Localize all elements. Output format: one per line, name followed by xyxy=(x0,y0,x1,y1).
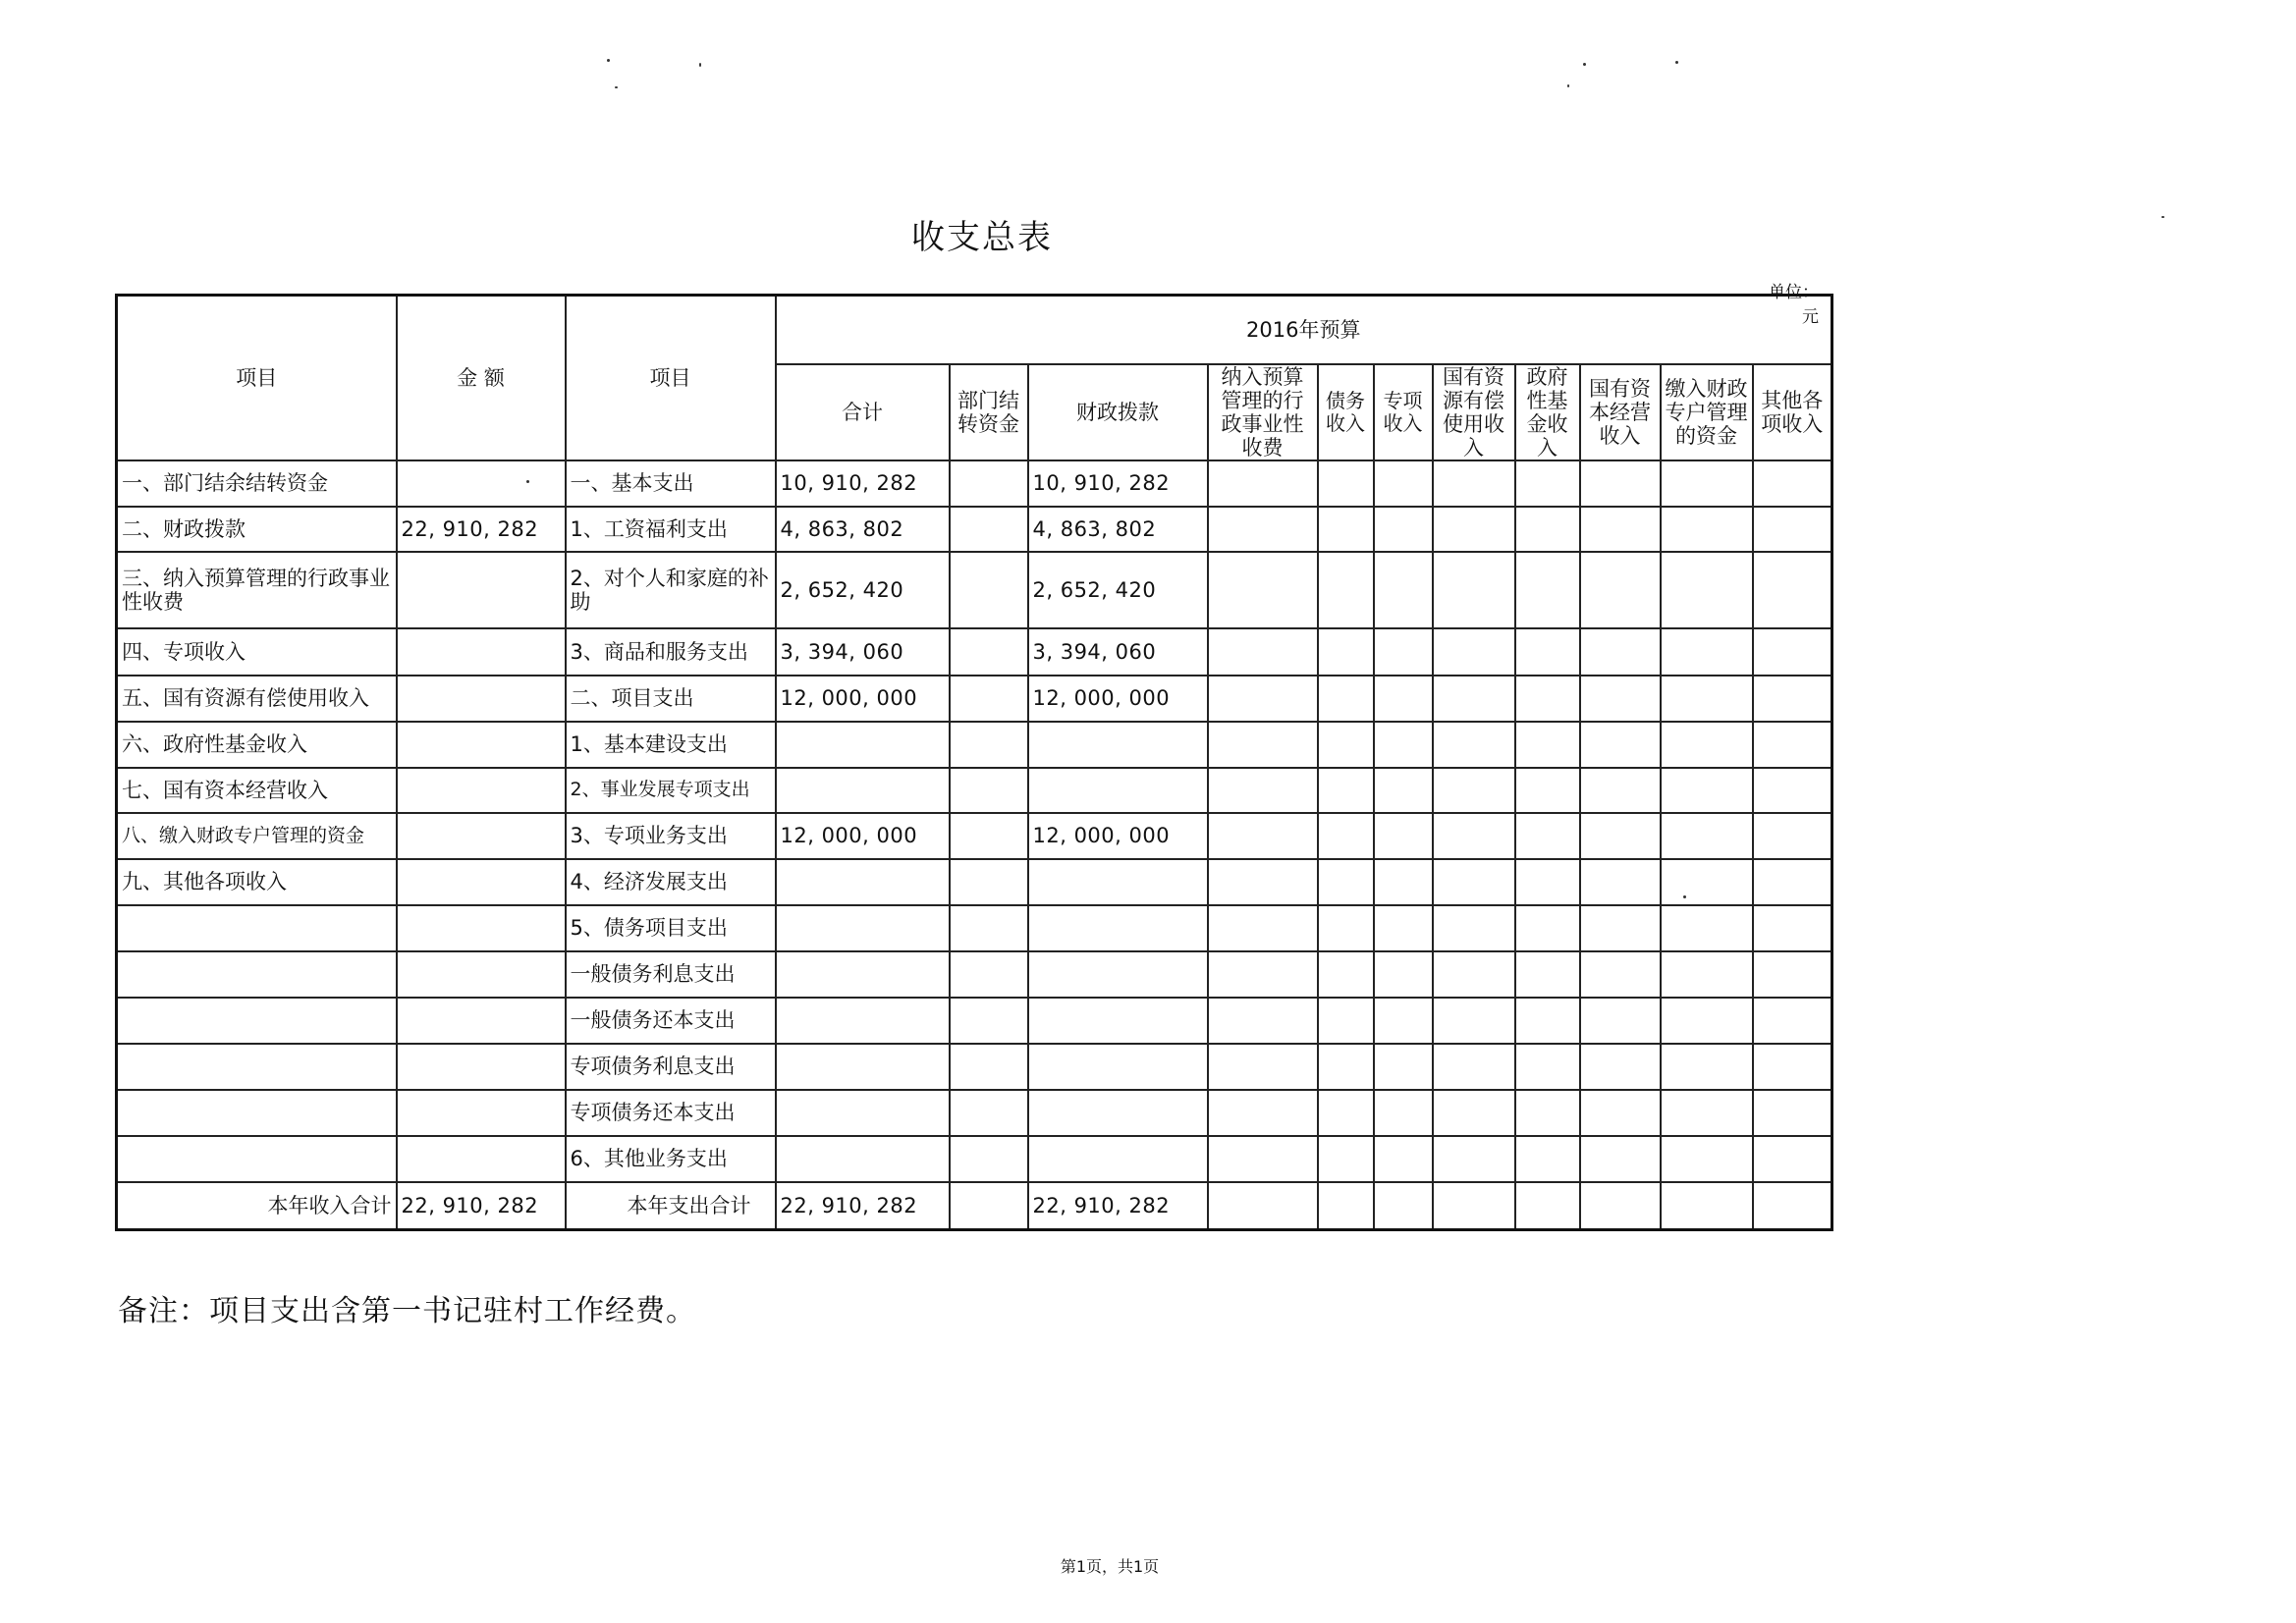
income-amount xyxy=(397,722,566,768)
header-carryover: 部门结转资金 xyxy=(950,364,1028,461)
expense-total: 2, 652, 420 xyxy=(776,552,950,628)
expense-fiscal xyxy=(1028,1090,1208,1136)
expense-fiscal xyxy=(1028,859,1208,905)
expense-item: 2、事业发展专项支出 xyxy=(566,768,776,813)
scan-speck xyxy=(615,86,618,88)
table-row xyxy=(117,813,1832,859)
income-amount xyxy=(397,998,566,1044)
expense-fiscal xyxy=(1028,1136,1208,1182)
income-amount xyxy=(397,628,566,676)
expense-fiscal: 10, 910, 282 xyxy=(1028,460,1208,507)
income-amount xyxy=(397,1136,566,1182)
income-item: 二、财政拨款 xyxy=(117,507,397,552)
expense-item: 4、经济发展支出 xyxy=(566,859,776,905)
header-fiscal-account: 缴入财政专户管理的资金 xyxy=(1661,364,1753,461)
income-item xyxy=(117,951,397,998)
expense-total xyxy=(776,998,950,1044)
expense-total xyxy=(776,722,950,768)
income-item xyxy=(117,1136,397,1182)
expense-item: 5、债务项目支出 xyxy=(566,905,776,951)
expense-item: 2、对个人和家庭的补助 xyxy=(566,552,776,628)
income-item: 八、缴入财政专户管理的资金 xyxy=(117,813,397,859)
scan-speck xyxy=(699,63,701,67)
expense-total xyxy=(776,768,950,813)
scan-speck xyxy=(1583,63,1586,66)
table-row xyxy=(117,768,1832,813)
expense-grand-fiscal: 22, 910, 282 xyxy=(1028,1182,1208,1229)
header-fiscal: 财政拨款 xyxy=(1028,364,1208,461)
expense-item: 1、工资福利支出 xyxy=(566,507,776,552)
expense-fiscal xyxy=(1028,722,1208,768)
header-debt: 债务收入 xyxy=(1318,364,1374,461)
expense-fiscal: 12, 000, 000 xyxy=(1028,676,1208,722)
scan-speck xyxy=(526,480,529,483)
expense-total-label: 本年支出合计 xyxy=(566,1182,776,1229)
table-row xyxy=(117,460,1832,507)
header-budget-group: 2016年预算 xyxy=(776,296,1832,364)
expense-total: 10, 910, 282 xyxy=(776,460,950,507)
income-item: 五、国有资源有偿使用收入 xyxy=(117,676,397,722)
table-row xyxy=(117,1136,1832,1182)
income-amount xyxy=(397,676,566,722)
scan-speck xyxy=(1683,895,1686,898)
income-item xyxy=(117,905,397,951)
expense-total xyxy=(776,1136,950,1182)
header-special: 专项收入 xyxy=(1374,364,1433,461)
income-amount xyxy=(397,951,566,998)
expense-total xyxy=(776,859,950,905)
income-item xyxy=(117,998,397,1044)
income-amount: 22, 910, 282 xyxy=(397,507,566,552)
expense-item: 3、专项业务支出 xyxy=(566,813,776,859)
income-amount xyxy=(397,813,566,859)
income-item xyxy=(117,1044,397,1090)
income-amount xyxy=(397,905,566,951)
income-item: 一、部门结余结转资金 xyxy=(117,460,397,507)
scan-speck xyxy=(1675,61,1678,64)
header-item-left: 项目 xyxy=(117,296,397,461)
header-state-capital: 国有资本经营收入 xyxy=(1580,364,1661,461)
income-amount xyxy=(397,768,566,813)
income-amount xyxy=(397,552,566,628)
expense-item: 3、商品和服务支出 xyxy=(566,628,776,676)
scan-speck xyxy=(1567,84,1569,87)
expense-total: 12, 000, 000 xyxy=(776,676,950,722)
header-gov-fund: 政府性基金收入 xyxy=(1515,364,1580,461)
expense-total xyxy=(776,1090,950,1136)
expense-fiscal xyxy=(1028,998,1208,1044)
header-admin-fee: 纳入预算管理的行政事业性收费 xyxy=(1208,364,1318,461)
expense-fiscal: 2, 652, 420 xyxy=(1028,552,1208,628)
header-total: 合计 xyxy=(776,364,950,461)
expense-total: 3, 394, 060 xyxy=(776,628,950,676)
income-item: 六、政府性基金收入 xyxy=(117,722,397,768)
expense-total xyxy=(776,951,950,998)
table-row xyxy=(117,676,1832,722)
income-item: 三、纳入预算管理的行政事业性收费 xyxy=(117,552,397,628)
income-total-amount: 22, 910, 282 xyxy=(397,1182,566,1229)
expense-total xyxy=(776,905,950,951)
expense-item: 6、其他业务支出 xyxy=(566,1136,776,1182)
expense-item: 一般债务还本支出 xyxy=(566,998,776,1044)
expense-item: 一、基本支出 xyxy=(566,460,776,507)
table-row xyxy=(117,998,1832,1044)
expense-fiscal xyxy=(1028,1044,1208,1090)
unit-label: 单位：元 xyxy=(1769,283,1819,327)
table-row xyxy=(117,552,1832,628)
expense-item: 二、项目支出 xyxy=(566,676,776,722)
expense-grand-total: 22, 910, 282 xyxy=(776,1182,950,1229)
expense-total xyxy=(776,1044,950,1090)
income-amount xyxy=(397,460,566,507)
expense-total: 12, 000, 000 xyxy=(776,813,950,859)
expense-fiscal: 3, 394, 060 xyxy=(1028,628,1208,676)
expense-total: 4, 863, 802 xyxy=(776,507,950,552)
expense-fiscal xyxy=(1028,768,1208,813)
table-row xyxy=(117,905,1832,951)
income-amount xyxy=(397,1090,566,1136)
table-row xyxy=(117,722,1832,768)
header-item-right: 项目 xyxy=(566,296,776,461)
page-number: 第1页，共1页 xyxy=(1060,1557,1160,1576)
expense-fiscal xyxy=(1028,905,1208,951)
expense-fiscal: 12, 000, 000 xyxy=(1028,813,1208,859)
income-amount xyxy=(397,1044,566,1090)
expense-item: 1、基本建设支出 xyxy=(566,722,776,768)
table-row xyxy=(117,507,1832,552)
scan-speck xyxy=(607,59,610,62)
expense-fiscal xyxy=(1028,951,1208,998)
income-item: 七、国有资本经营收入 xyxy=(117,768,397,813)
table-row xyxy=(117,1044,1832,1090)
header-amount: 金 额 xyxy=(397,296,566,461)
income-amount xyxy=(397,859,566,905)
remark-note: 备注：项目支出含第一书记驻村工作经费。 xyxy=(118,1294,696,1328)
table-row xyxy=(117,951,1832,998)
header-other: 其他各项收入 xyxy=(1753,364,1832,461)
expense-item: 专项债务利息支出 xyxy=(566,1044,776,1090)
expense-item: 专项债务还本支出 xyxy=(566,1090,776,1136)
totals-row xyxy=(117,1182,1832,1229)
expense-item: 一般债务利息支出 xyxy=(566,951,776,998)
table-row xyxy=(117,1090,1832,1136)
scan-speck xyxy=(2161,216,2164,218)
table-row xyxy=(117,628,1832,676)
income-total-label: 本年收入合计 xyxy=(117,1182,397,1229)
income-item: 四、专项收入 xyxy=(117,628,397,676)
income-item xyxy=(117,1090,397,1136)
expense-fiscal: 4, 863, 802 xyxy=(1028,507,1208,552)
page-title: 收支总表 xyxy=(911,218,1053,257)
header-state-asset: 国有资源有偿使用收入 xyxy=(1433,364,1515,461)
budget-summary-table xyxy=(115,294,1833,1231)
table-row xyxy=(117,859,1832,905)
income-item: 九、其他各项收入 xyxy=(117,859,397,905)
